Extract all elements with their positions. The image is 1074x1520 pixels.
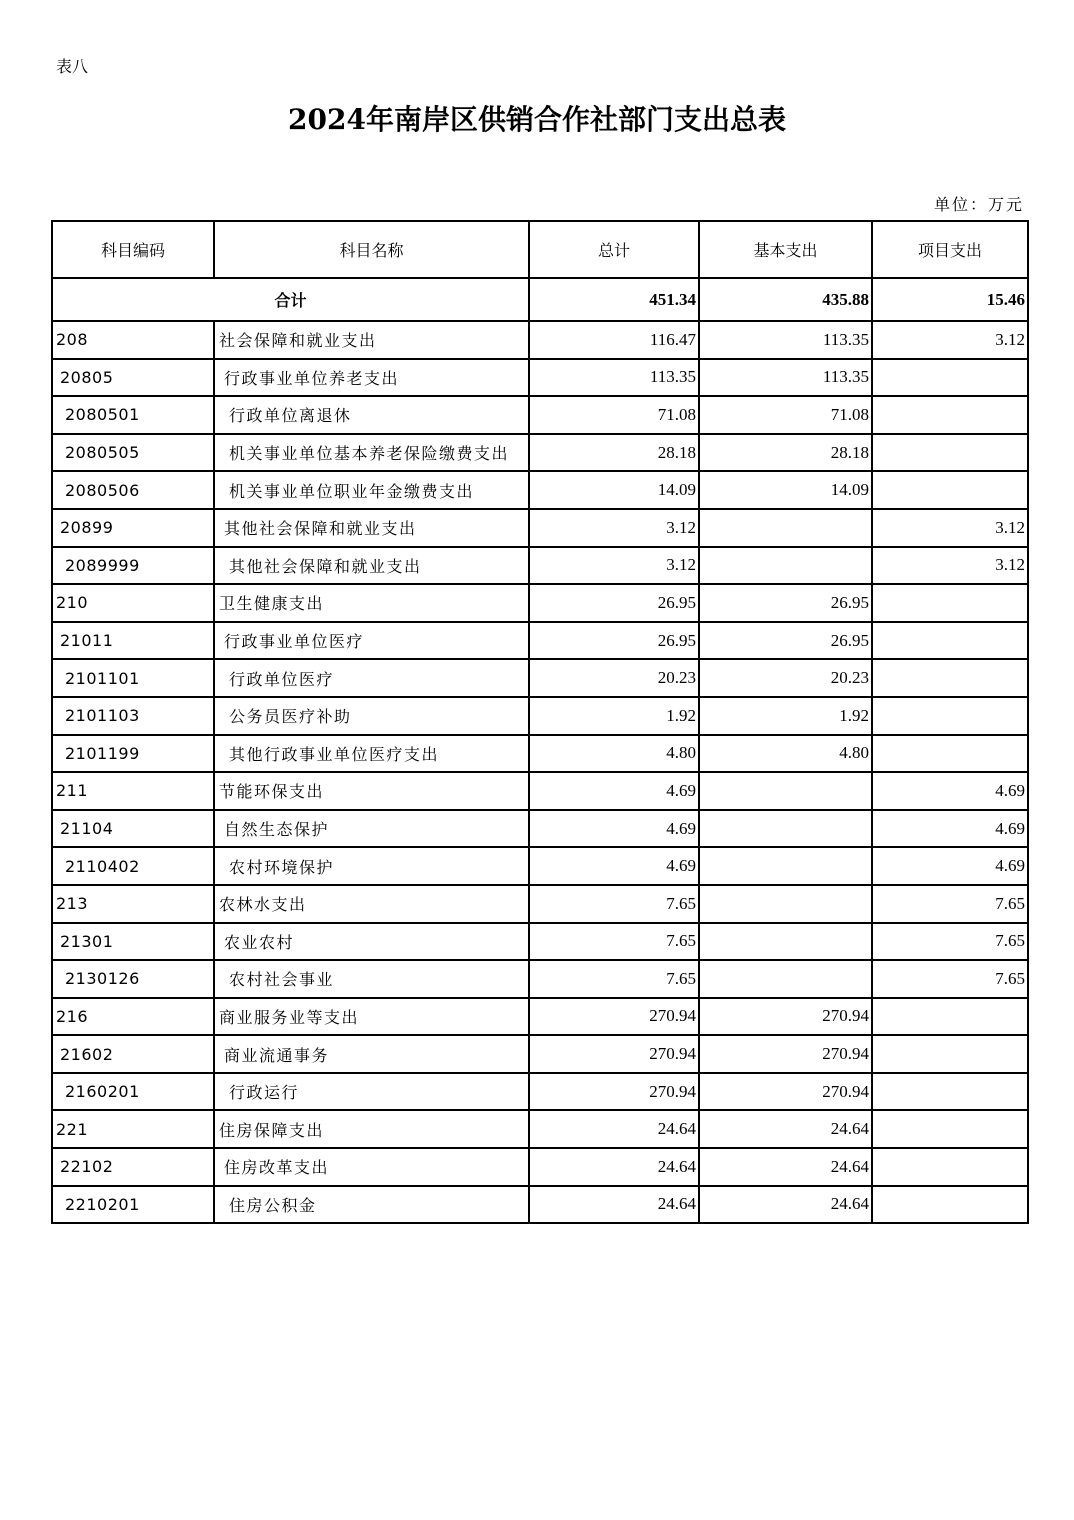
table-row [52,810,1028,848]
project-cell [872,998,1028,1036]
table-row [52,509,1028,547]
basic-cell [699,960,872,998]
table-row [52,1186,1028,1224]
basic-cell [699,847,872,885]
table-row [52,471,1028,509]
total-cell: 270.94 [529,1035,699,1073]
project-cell: 4.69 [872,810,1028,848]
code-cell: 210 [52,584,214,622]
name-cell: 农业农村 [214,923,529,961]
name-cell: 商业服务业等支出 [214,998,529,1036]
code-cell: 21011 [52,622,214,660]
table-row [52,321,1028,359]
code-cell: 2089999 [52,547,214,585]
project-cell [872,735,1028,773]
table-row [52,998,1028,1036]
project-cell [872,622,1028,660]
table-number-label: 表八 [56,57,89,76]
project-cell [872,659,1028,697]
code-cell: 2210201 [52,1186,214,1224]
table-row [52,1148,1028,1186]
project-cell: 3.12 [872,547,1028,585]
table-row [52,547,1028,585]
basic-cell [699,509,872,547]
name-cell: 行政单位医疗 [214,659,529,697]
project-cell: 4.69 [872,847,1028,885]
project-cell [872,1148,1028,1186]
code-cell: 213 [52,885,214,923]
basic-cell [699,923,872,961]
project-cell: 7.65 [872,885,1028,923]
total-cell: 28.18 [529,434,699,472]
total-cell: 7.65 [529,885,699,923]
project-cell [872,584,1028,622]
name-cell: 商业流通事务 [214,1035,529,1073]
code-cell: 216 [52,998,214,1036]
table-row [52,396,1028,434]
basic-cell: 270.94 [699,1035,872,1073]
total-cell: 26.95 [529,622,699,660]
total-cell: 1.92 [529,697,699,735]
total-total: 451.34 [529,278,699,321]
total-cell: 24.64 [529,1110,699,1148]
code-cell: 2130126 [52,960,214,998]
code-cell: 208 [52,321,214,359]
name-cell: 其他社会保障和就业支出 [214,547,529,585]
total-cell: 24.64 [529,1148,699,1186]
project-cell [872,697,1028,735]
name-cell: 社会保障和就业支出 [214,321,529,359]
total-basic: 435.88 [699,278,872,321]
total-cell: 7.65 [529,960,699,998]
total-cell: 7.65 [529,923,699,961]
code-cell: 20805 [52,359,214,397]
total-cell: 116.47 [529,321,699,359]
total-cell: 270.94 [529,1073,699,1111]
basic-cell: 270.94 [699,998,872,1036]
basic-cell: 26.95 [699,622,872,660]
total-cell: 113.35 [529,359,699,397]
total-cell: 24.64 [529,1186,699,1224]
code-cell: 2160201 [52,1073,214,1111]
name-cell: 其他行政事业单位医疗支出 [214,735,529,773]
project-cell [872,434,1028,472]
table-row [52,960,1028,998]
total-cell: 3.12 [529,509,699,547]
name-cell: 行政事业单位养老支出 [214,359,529,397]
basic-cell: 24.64 [699,1186,872,1224]
total-cell: 270.94 [529,998,699,1036]
basic-cell: 270.94 [699,1073,872,1111]
header-row [52,221,1028,278]
table-row [52,847,1028,885]
basic-cell: 24.64 [699,1110,872,1148]
total-label: 合计 [52,278,529,321]
name-cell: 行政单位离退休 [214,396,529,434]
name-cell: 农林水支出 [214,885,529,923]
code-cell: 2110402 [52,847,214,885]
table-row [52,697,1028,735]
table-row [52,1110,1028,1148]
code-cell: 211 [52,772,214,810]
name-cell: 机关事业单位职业年金缴费支出 [214,471,529,509]
basic-cell: 28.18 [699,434,872,472]
project-cell: 3.12 [872,321,1028,359]
project-cell [872,471,1028,509]
basic-cell: 24.64 [699,1148,872,1186]
basic-cell: 20.23 [699,659,872,697]
code-cell: 20899 [52,509,214,547]
basic-cell: 14.09 [699,471,872,509]
table-body [52,278,1028,1223]
table-row [52,584,1028,622]
project-cell [872,1073,1028,1111]
code-cell: 2080505 [52,434,214,472]
total-cell: 4.69 [529,772,699,810]
header-name: 科目名称 [214,221,529,278]
total-cell: 20.23 [529,659,699,697]
code-cell: 21104 [52,810,214,848]
table-row [52,923,1028,961]
code-cell: 2101101 [52,659,214,697]
name-cell: 住房保障支出 [214,1110,529,1148]
total-cell: 14.09 [529,471,699,509]
header-basic: 基本支出 [699,221,872,278]
total-cell: 4.69 [529,847,699,885]
table-row [52,1035,1028,1073]
header-code: 科目编码 [52,221,214,278]
basic-cell: 113.35 [699,321,872,359]
name-cell: 公务员医疗补助 [214,697,529,735]
basic-cell [699,547,872,585]
total-cell: 3.12 [529,547,699,585]
code-cell: 221 [52,1110,214,1148]
basic-cell: 113.35 [699,359,872,397]
name-cell: 卫生健康支出 [214,584,529,622]
name-cell: 节能环保支出 [214,772,529,810]
total-cell: 26.95 [529,584,699,622]
project-cell: 4.69 [872,772,1028,810]
project-cell: 7.65 [872,923,1028,961]
project-cell [872,359,1028,397]
name-cell: 农村社会事业 [214,960,529,998]
total-cell: 4.69 [529,810,699,848]
total-row [52,278,1028,321]
table-row [52,659,1028,697]
project-cell [872,396,1028,434]
project-cell: 3.12 [872,509,1028,547]
basic-cell: 4.80 [699,735,872,773]
code-cell: 2101103 [52,697,214,735]
name-cell: 机关事业单位基本养老保险缴费支出 [214,434,529,472]
total-cell: 4.80 [529,735,699,773]
table-row [52,885,1028,923]
table-row [52,1073,1028,1111]
unit-label: 单位：万元 [933,195,1024,214]
project-cell: 7.65 [872,960,1028,998]
page-title: 2024年南岸区供销合作社部门支出总表 [288,103,786,136]
name-cell: 其他社会保障和就业支出 [214,509,529,547]
table-row [52,735,1028,773]
code-cell: 22102 [52,1148,214,1186]
expenditure-table [51,220,1029,1224]
code-cell: 21602 [52,1035,214,1073]
table-row [52,434,1028,472]
basic-cell: 1.92 [699,697,872,735]
basic-cell: 26.95 [699,584,872,622]
code-cell: 2080501 [52,396,214,434]
table-row [52,359,1028,397]
code-cell: 2080506 [52,471,214,509]
name-cell: 行政事业单位医疗 [214,622,529,660]
basic-cell [699,810,872,848]
header-total: 总计 [529,221,699,278]
total-cell: 71.08 [529,396,699,434]
name-cell: 行政运行 [214,1073,529,1111]
basic-cell [699,885,872,923]
table-row [52,772,1028,810]
project-cell [872,1186,1028,1224]
name-cell: 住房公积金 [214,1186,529,1224]
name-cell: 住房改革支出 [214,1148,529,1186]
name-cell: 农村环境保护 [214,847,529,885]
name-cell: 自然生态保护 [214,810,529,848]
project-cell [872,1035,1028,1073]
header-project: 项目支出 [872,221,1028,278]
basic-cell [699,772,872,810]
total-project: 15.46 [872,278,1028,321]
project-cell [872,1110,1028,1148]
table-row [52,622,1028,660]
code-cell: 2101199 [52,735,214,773]
code-cell: 21301 [52,923,214,961]
basic-cell: 71.08 [699,396,872,434]
